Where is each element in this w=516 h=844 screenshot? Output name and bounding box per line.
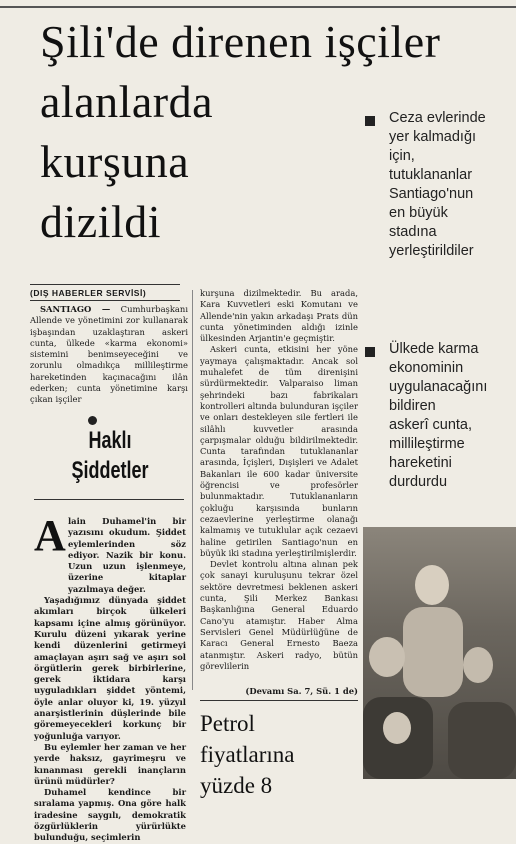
photo-face xyxy=(383,712,411,744)
photo-figure xyxy=(448,702,516,779)
sidebar-line: hareketini xyxy=(389,455,452,471)
dateline: SANTIAGO — xyxy=(40,304,111,314)
article-paragraph: Askeri cunta, etkisini her yöne yaymaya çalışmaktadır. Ancak sol muhalefet de tüm direnişini sürdürmektedir. Valparaiso liman şehrindeki bazı fabrikaları kontrolleri altında bulunduran işçiler ve onları destekleyen sile fertleri ile silâhlı kuvvetler arasında çarpışmalar olduğu bildirilmektedir. Cunta tarafından tutuklananlar arasında, İçişleri, Dışişleri ve Adalet Bakanları ile 600 kadar üniversite öğrencisi ve profesörler bulunmaktadır. Tutuklananların çokluğu karşısında bunların cezaevlerine yerleştirme olanağı kalmamış ve tutuklular açık cezaevi haline getirilen Santiago'nun en büyük iki stadına yerleştirilmişlerdir. xyxy=(200,344,358,558)
byline-rule-bottom xyxy=(30,300,180,301)
square-bullet-icon xyxy=(365,116,375,126)
sidebar-line: Santiago'nun xyxy=(389,186,474,202)
byline: (DIŞ HABERLER SERVİSİ) xyxy=(30,288,147,298)
sidebar-line: tutuklananlar xyxy=(389,167,473,183)
square-bullet-icon xyxy=(365,347,375,357)
sidebar-line: uygulanacağını xyxy=(389,379,488,395)
headline-line: dizildi xyxy=(40,196,162,247)
sidebar-line: askerî cunta, xyxy=(389,417,473,433)
article-column-2 xyxy=(200,288,358,688)
sidebar-line: yerleştirildiler xyxy=(389,243,474,259)
sidebar-line: en büyük xyxy=(389,205,448,221)
headline-line: alanlarda xyxy=(40,76,214,127)
column-kicker xyxy=(58,426,163,486)
article-column-1 xyxy=(30,304,188,405)
headline-line: kurşuna xyxy=(40,136,190,187)
column-lead: lain Duhamel'in bir yazısını okudum. Şiddet eylemlerinden söz ediyor. Nazik bir konu. Uzun uzun işlenmeye, üzerine kitaplar yazılmaya değer. xyxy=(68,516,186,594)
article-paragraph: Devlet kontrolu altına alınan pek çok sanayi kuruluşunu tekrar özel sektöre devretmesi beklenen askeri cunta, Şili Merkez Bankası Başkanlığına General Eduardo Cano'yu atamıştır. Haber Alma Servisleri Genel Müdürlüğüne de Karacı General Ernesto Baeza atanmıştır. Askeri radyo, bütün görevlilerin xyxy=(200,559,358,671)
drop-cap: A xyxy=(34,511,66,560)
column-separator xyxy=(192,290,193,690)
sidebar-line: yer kalmadığı xyxy=(389,129,477,145)
sidebar-line: millileştirme xyxy=(389,436,465,452)
column-body xyxy=(34,511,186,843)
sidebar-highlight-2 xyxy=(389,340,514,492)
petrol-line: yüzde 8 xyxy=(200,773,273,798)
article-paragraph: kurşuna dizilmektedir. Bu arada, Kara Kuvvetleri eski Komutanı ve Allende'nin yakın arkadaşı Prats dün cunta yönetiminden aldığı izinle ülkesinden Arjantin'e geçmiştir. xyxy=(200,288,358,344)
kicker-dot-icon xyxy=(88,416,97,425)
petrol-rule xyxy=(200,700,358,701)
column-paragraph: Duhamel kendince bir sıralama yapmış. Ona göre halk iradesine saygılı, demokratik özgürlüklerin yürürlükte bulunduğu, seçimlerin xyxy=(34,787,186,843)
photo-figure xyxy=(403,607,463,697)
column-paragraph: Yaşadığımız dünyada şiddet akımları birçok ülkeleri kapsamı içine almış görünüyor. Kurulu düzeni yıkarak yerine kendi düzenlerini getirmeyi amaçlayan aşırı sağ ve aşırı sol örgütlerin gerek birbirlerine, gerek iktidara karşı uyguladıkları şiddet yöntemi, öyle anlar oluyor ki, 19. yüzyıl anarşistlerinin düşlerinde bile göremeyecekleri korkunç bir yoğunluğa varıyor. xyxy=(34,595,186,741)
sidebar-line: stadına xyxy=(389,224,437,240)
byline-rule-top xyxy=(30,284,180,285)
kicker-rule xyxy=(34,499,184,500)
photo-face xyxy=(463,647,493,683)
petrol-headline xyxy=(200,708,360,801)
kicker-line: Şiddetler xyxy=(71,457,149,484)
top-rule xyxy=(0,6,516,8)
photo-face xyxy=(369,637,405,677)
petrol-line: Petrol xyxy=(200,711,255,736)
article-text: Cumhurbaşkanı Allende ve yönetimini zor kullanarak işbaşından uzaklaştıran askeri cunta, ülkede «karma ekonomi» sistemini benimseyeceğini ve zorunlu olmadıkça millileştirme hareketinden kaçınacağını ilân ederken; cunta yönetimine karşı çıkan işçiler xyxy=(30,304,188,405)
continued-note: (Devamı Sa. 7, Sü. 1 de) xyxy=(245,686,358,696)
headline-line: Şili'de direnen işçiler xyxy=(40,16,441,67)
sidebar-line: durdurdu xyxy=(389,474,448,490)
petrol-line: fiyatlarına xyxy=(200,742,295,767)
sidebar-line: Ceza evlerinde xyxy=(389,110,486,126)
sidebar-highlight-1 xyxy=(389,109,514,261)
photo-face xyxy=(415,565,449,605)
column-paragraph: Bu eylemler her zaman ve her yerde haksız, gayrimeşru ve kınanması gerekli inançların ürünü müdürler? xyxy=(34,741,186,786)
kicker-line: Haklı xyxy=(88,427,132,454)
news-photo xyxy=(363,527,516,779)
sidebar-line: ekonominin xyxy=(389,360,464,376)
sidebar-line: için, xyxy=(389,148,415,164)
sidebar-line: Ülkede karma xyxy=(389,341,479,357)
sidebar-line: bildiren xyxy=(389,398,436,414)
